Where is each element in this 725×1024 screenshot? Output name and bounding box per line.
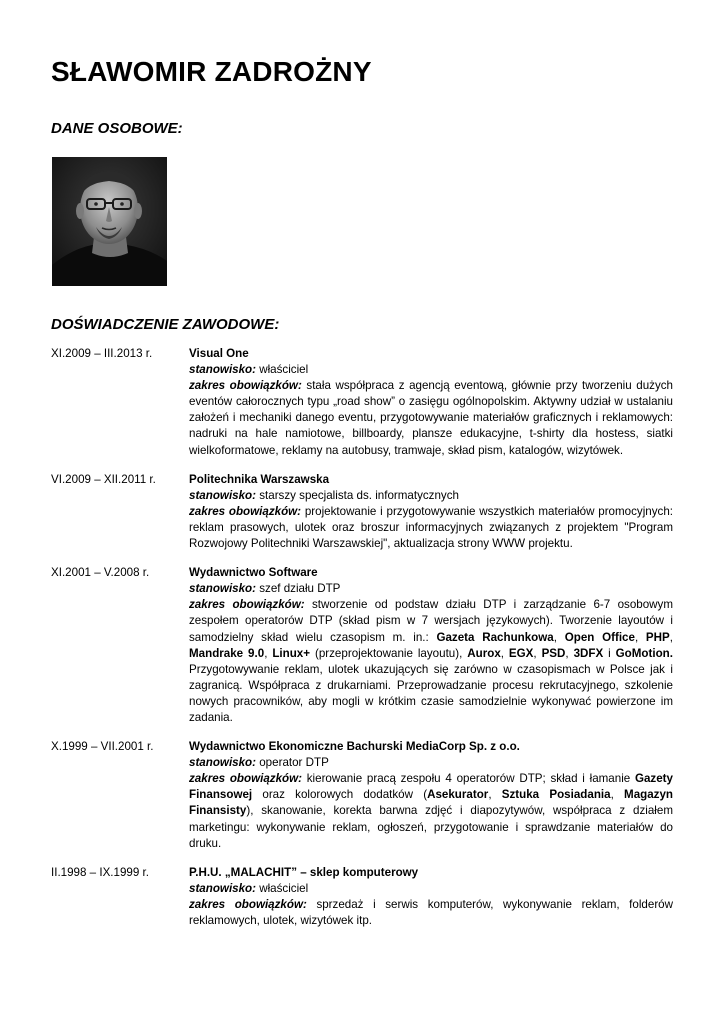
duties-highlight: Mandrake 9.0 [189,646,265,660]
duties-text: stała współpraca z agencją eventową, głównie przy tworzeniu dużych eventów całorocznych typu „road show” o zasięgu ogólnopolskim. Aktywny udział w ustalaniu założeń i mechaniki danego eventu, przygotowywanie materiałów graficznych i reklamowych: nadruki na hale namiotowe, billboardy, plansze edukacyjne, t-shirty dla hostess, siatki wielkoformatowe, reklamy na autobusy, tramwaje, skład pism, katalogów, wizytówek. [189,379,673,457]
entry-body [189,865,673,929]
entry-duties [189,771,673,851]
experience-entry [51,739,673,852]
duties-highlight: EGX [508,646,534,660]
position-label: stanowisko: [189,881,256,895]
duties-text: , [634,630,646,644]
experience-entry [51,565,673,726]
duties-text: sprzedaż i serwis komputerów, wykonywanie reklam, folderów reklamowych, ulotek, wizytówek itp. [189,897,673,927]
duties-text: , [500,646,509,660]
entry-position-line [189,755,673,771]
duties-highlight: 3DFX [573,646,604,660]
entry-position: właściciel [259,363,309,377]
entry-duties [189,897,673,929]
duties-highlight: Open Office [564,630,635,644]
entry-company: P.H.U. „MALACHIT” – sklep komputerowy [189,865,419,879]
duties-text: kierowanie pracą zespołu 4 operatorów DTP; skład i łamanie [302,772,635,786]
entry-dates: II.1998 – IX.1999 r. [51,865,149,879]
duties-highlight: Asekurator [427,788,489,802]
duties-highlight: Sztuka Posiadania [501,788,611,802]
duties-label: zakres obowiązków: [189,379,302,393]
duties-highlight: Gazeta Rachunkowa [436,630,554,644]
duties-text: , [565,646,574,660]
entry-duties [189,597,673,726]
entry-body [189,565,673,726]
entry-body [189,472,673,552]
position-label: stanowisko: [189,363,256,377]
entry-position-line [189,581,673,597]
person-name: SŁAWOMIR ZADROŻNY [51,56,372,87]
duties-text: , [610,788,625,802]
duties-highlight: Aurox [467,646,501,660]
duties-text: , [553,630,565,644]
duties-text: ), skanowanie, korekta barwna zdjęć i diapozytywów, współpraca z działem marketingu: wykonywanie reklam, ogłoszeń, przygotowanie i sprawdzanie materiałów do druku. [189,804,673,850]
duties-text: (przeprojektowanie layoutu), [310,646,468,660]
duties-label: zakres obowiązków: [189,772,302,786]
duties-label: zakres obowiązków: [189,897,307,911]
section-heading-experience: DOŚWIADCZENIE ZAWODOWE: [51,316,280,333]
position-label: stanowisko: [189,756,256,770]
entry-company: Politechnika Warszawska [189,472,330,486]
duties-text: , [533,646,542,660]
duties-highlight: GoMotion. [615,646,673,660]
entry-position: operator DTP [259,756,329,770]
entry-body [189,739,673,852]
experience-entry [51,865,673,929]
experience-list [51,346,673,942]
duties-highlight: Gazety Finansowej [189,772,673,802]
entry-dates: VI.2009 – XII.2011 r. [51,472,156,486]
entry-company: Wydawnictwo Ekonomiczne Bachurski MediaCorp Sp. z o.o. [189,740,520,754]
duties-label: zakres obowiązków: [189,598,305,612]
duties-text: oraz kolorowych dodatków ( [252,788,428,802]
entry-duties [189,378,673,458]
duties-text: Przygotowywanie reklam, ulotek ukazujących się zarówno w czasopismach w Polsce jak i zagranicą. Współpraca z drukarniami. Przeprowadzanie procesu rekrutacyjnego, szkolenie nowych pracowników, aby mogli w krótkim czasie samodzielnie wykonywać powierzone im zadania. [189,662,673,724]
entry-body [189,346,673,459]
position-label: stanowisko: [189,582,256,596]
duties-text: , [488,788,502,802]
entry-company: Wydawnictwo Software [189,566,318,580]
profile-photo [52,157,167,286]
experience-entry [51,472,673,552]
entry-position: starszy specjalista ds. informatycznych [259,488,459,502]
position-label: stanowisko: [189,488,256,502]
duties-text: stworzenie od podstaw działu DTP i zarządzanie 6-7 osobowym zespołem operatorów DTP (skład pism w 7 wersjach językowych). Tworzenie layoutów i samodzielny skład wielu czasopism m. in.: [189,598,673,644]
duties-text: i [603,646,616,660]
entry-position-line [189,488,673,504]
entry-position-line [189,362,673,378]
entry-dates: XI.2009 – III.2013 r. [51,347,153,360]
duties-text: , [264,646,273,660]
entry-dates: XI.2001 – V.2008 r. [51,566,150,580]
entry-position-line [189,881,673,897]
duties-highlight: PHP [645,630,670,644]
entry-duties [189,504,673,552]
duties-text: projektowanie i przygotowywanie wszystkich materiałów promocyjnych: reklam prasowych, ulotek oraz broszur informacyjnych związanych z projektem "Program Rozwojowy Politechniki Warszawskiej", aktualizacja strony WWW projektu. [189,504,673,551]
experience-entry [51,346,673,459]
section-heading-personal-data: DANE OSOBOWE: [51,120,183,137]
duties-highlight: Magazyn Finansisty [189,788,673,818]
duties-text: , [669,630,673,644]
duties-highlight: Linux+ [272,646,311,660]
entry-company: Visual One [189,347,249,360]
duties-highlight: PSD [541,646,566,660]
entry-dates: X.1999 – VII.2001 r. [51,740,154,754]
entry-position: właściciel [259,881,309,895]
duties-label: zakres obowiązków: [189,504,302,518]
entry-position: szef działu DTP [259,582,341,596]
